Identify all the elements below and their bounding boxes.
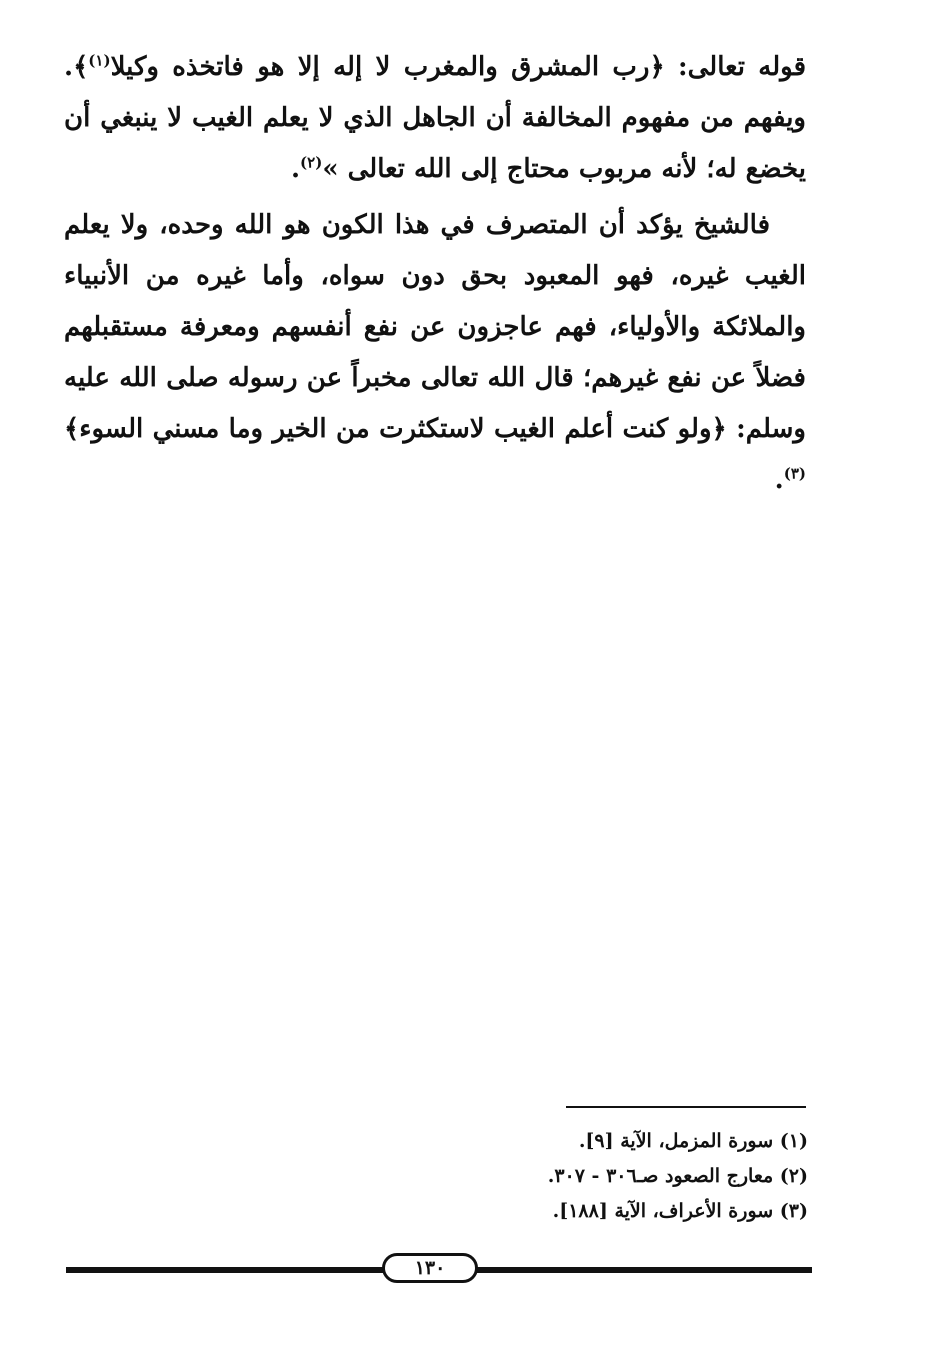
quran-quote-2: ﴿ولو كنت أعلم الغيب لاستكثرت من الخير وما مسني السوء﴾ bbox=[64, 414, 727, 444]
paragraph-2-body: فالشيخ يؤكد أن المتصرف في هذا الكون هو الله وحده، ولا يعلم الغيب غيره، فهو المعبود بحق دون سواه، وأما غيره من الأنبياء والملائكة والأولياء، فهم عاجزون عن نفع أنفسهم ومعرفة مستقبلهم فضلاً عن نفع غيرهم؛ قال الله تعالى مخبراً عن رسوله صلى الله عليه وسلم: bbox=[64, 210, 806, 444]
quran-quote-1-close: ﴾ bbox=[73, 52, 89, 82]
page-number: ١٣٠ bbox=[382, 1253, 478, 1283]
footnote-3: (٣) سورة الأعراف، الآية [١٨٨]. bbox=[552, 1200, 808, 1222]
paragraph-1-body: . ويفهم من مفهوم المخالفة أن الجاهل الذي لا يعلم الغيب لا ينبغي أن يخضع له؛ لأنه مربوب محتاج إلى الله تعالى » bbox=[64, 52, 806, 184]
quran-quote-1: ﴿رب المشرق والمغرب لا إله إلا هو فاتخذه وكيلا bbox=[110, 52, 665, 82]
footnote-ref-2: (٢) bbox=[300, 153, 323, 172]
paragraph-2-end: . bbox=[774, 465, 784, 495]
footnote-ref-1: (١) bbox=[88, 51, 111, 70]
paragraph-1 bbox=[64, 42, 806, 195]
footnotes bbox=[400, 1124, 808, 1229]
paragraph-2 bbox=[64, 200, 806, 506]
footnote-separator bbox=[566, 1106, 806, 1108]
footnote-1: (١) سورة المزمل، الآية [٩]. bbox=[578, 1130, 808, 1152]
main-text bbox=[64, 42, 806, 506]
footer-rule-left bbox=[66, 1267, 388, 1273]
footer-rule-right bbox=[472, 1267, 812, 1273]
page-footer-bar bbox=[66, 1257, 812, 1279]
paragraph-1-intro: قوله تعالى: bbox=[664, 52, 807, 82]
footnote-2: (٢) معارج الصعود صـ٣٠٦ - ٣٠٧. bbox=[547, 1165, 808, 1187]
paragraph-1-end: . bbox=[290, 154, 301, 184]
footnote-ref-3: (٣) bbox=[783, 464, 806, 483]
